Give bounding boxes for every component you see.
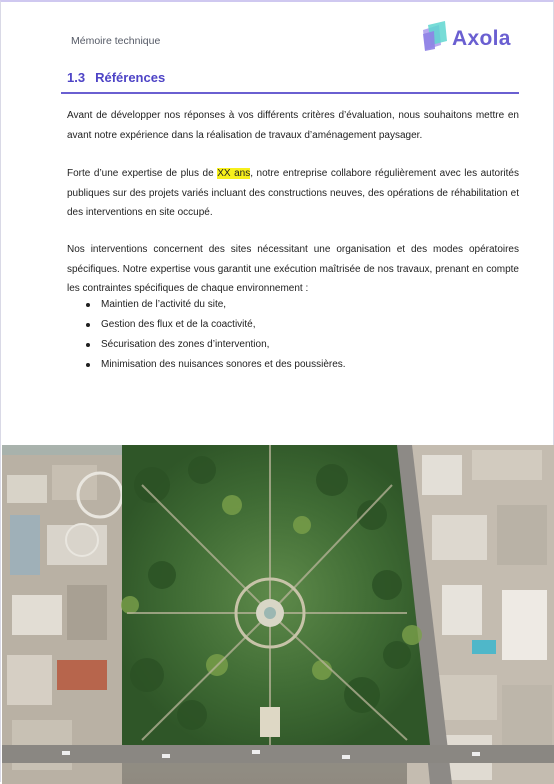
logo-mark-icon [419, 21, 449, 53]
constraints-list [83, 295, 503, 375]
list-item: Gestion des flux et de la coactivité, [83, 315, 503, 335]
section-title: Références [95, 70, 166, 85]
list-item: Maintien de l’activité du site, [83, 295, 503, 315]
expertise-paragraph [67, 164, 519, 223]
years-placeholder-highlight: XX ans [217, 168, 251, 179]
aerial-park-photo [2, 445, 554, 784]
bullet-icon [86, 363, 90, 367]
bullet-icon [86, 343, 90, 347]
list-item: Sécurisation des zones d’intervention, [83, 335, 503, 355]
bullet-icon [86, 323, 90, 327]
bullet-icon [86, 303, 90, 307]
expertise-text-start: Forte d’une expertise de plus de [67, 168, 218, 179]
interventions-paragraph: Nos interventions concernent des sites nécessitant une organisation et des modes opératoires spécifiques. Notre expertise vous garantit une exécution maîtrisée de nos travaux, prenant en compte les contraintes spécifiques de chaque environnement : [67, 244, 519, 294]
aerial-park-illustration [2, 445, 554, 784]
company-logo [419, 21, 519, 55]
list-item: Minimisation des nuisances sonores et des poussières. [83, 355, 503, 375]
intro-paragraph: Avant de développer nos réponses à vos différents critères d’évaluation, nous souhaitons mettre en avant notre expérience dans la réalisation de travaux d’aménagement paysager. [67, 110, 519, 141]
section-number: 1.3 [67, 70, 86, 85]
section-heading [67, 70, 165, 85]
expertise-text-end: , notre entreprise collabore régulièrement avec les autorités publiques sur des projets variés incluant des constructions neuves, des opérations de réhabilitation et des interventions en site occupé. [67, 168, 519, 218]
document-type-label: Mémoire technique [71, 35, 161, 47]
logo-wordmark: Axola [452, 27, 511, 50]
heading-underline [61, 92, 519, 94]
